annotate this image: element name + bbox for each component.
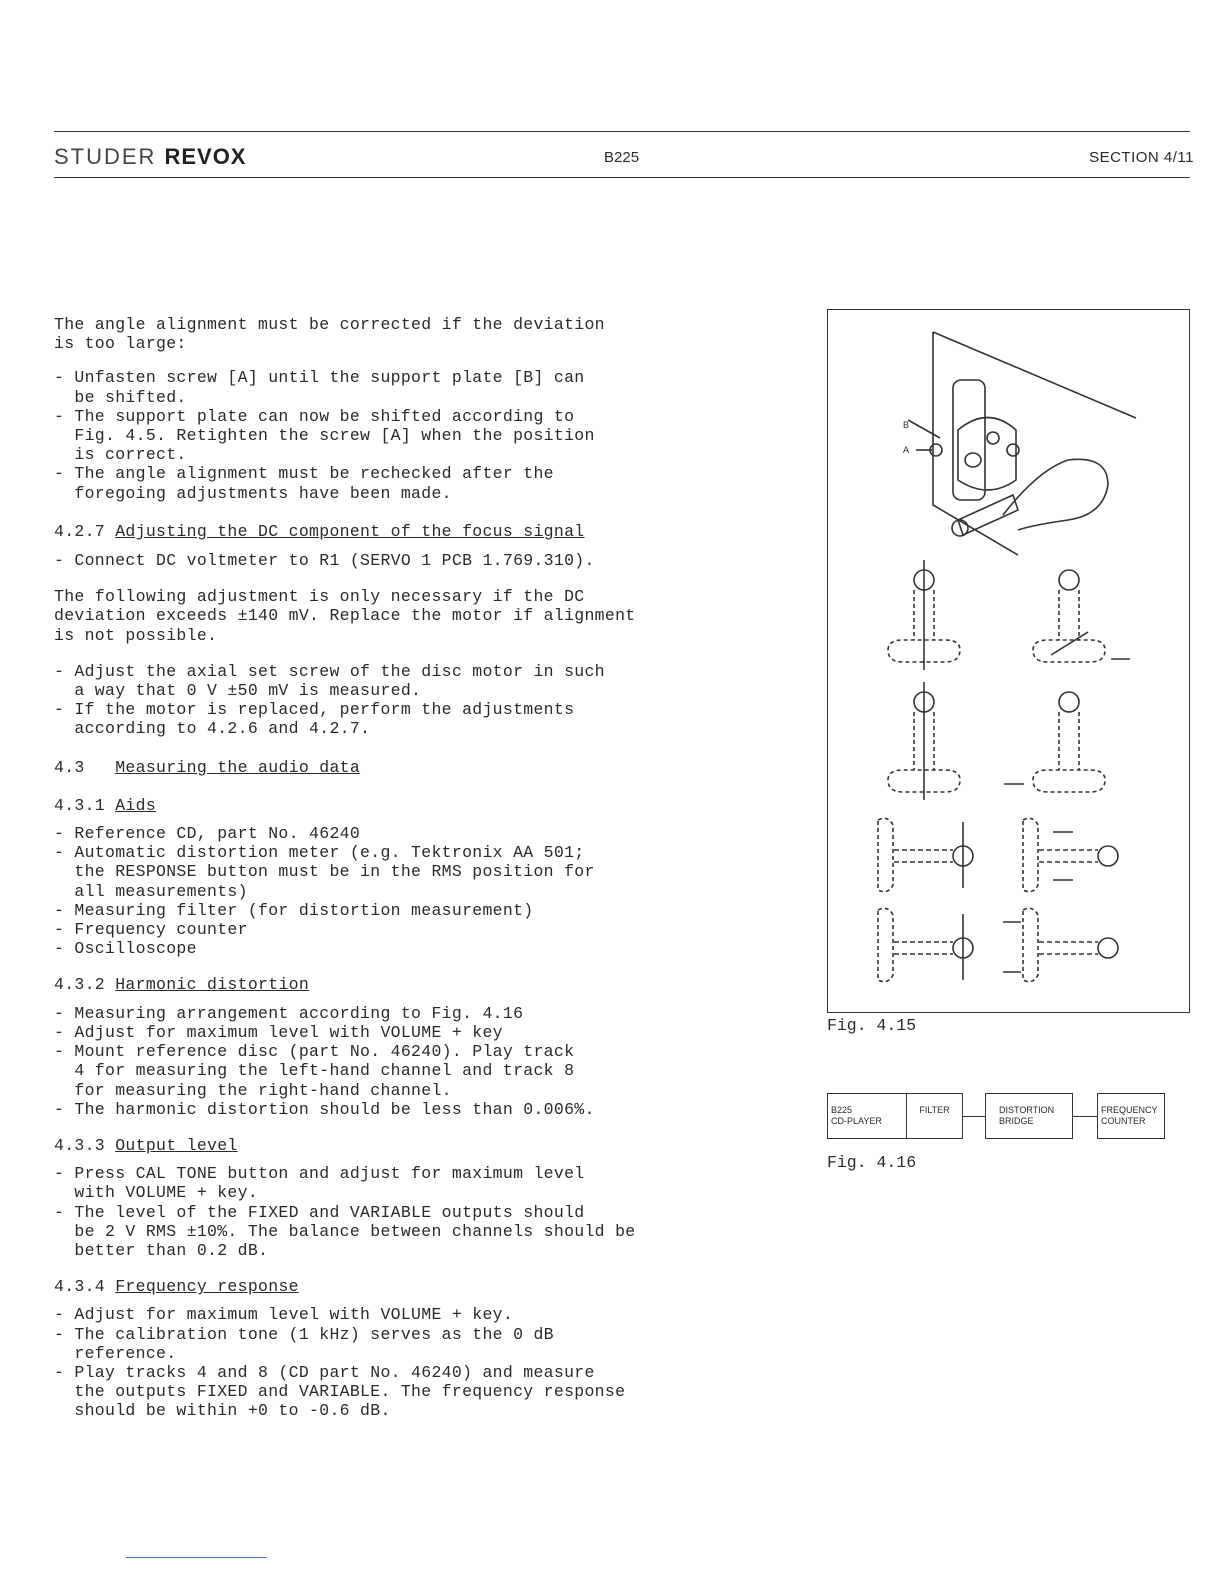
- heading-number: 4.3.3: [54, 1135, 116, 1155]
- wire-2: [963, 1116, 985, 1117]
- para-dc-deviation: [54, 587, 734, 645]
- list-item: - Measuring arrangement according to Fig. 4.16: [54, 1003, 524, 1023]
- list-item: - Connect DC voltmeter to R1 (SERVO 1 PCB 1.769.310).: [54, 551, 595, 571]
- model-number: B225: [604, 149, 640, 166]
- footer-rule: [126, 1557, 267, 1558]
- list-item: reference.: [54, 1343, 177, 1363]
- brand-revox: REVOX: [164, 144, 247, 169]
- diagram-row-2: [888, 682, 1105, 800]
- list-item: should be within +0 to -0.6 dB.: [54, 1401, 391, 1421]
- heading-4-3: [54, 758, 734, 777]
- list-item: foregoing adjustments have been made.: [54, 483, 452, 503]
- list-item: for measuring the right-hand channel.: [54, 1080, 452, 1100]
- heading-number: 4.3.4: [54, 1277, 116, 1297]
- list-item: - The angle alignment must be rechecked after the: [54, 464, 554, 484]
- heading-title: Measuring the audio data: [115, 757, 361, 777]
- list-item: better than 0.2 dB.: [54, 1240, 269, 1260]
- hand-outline: [1003, 459, 1108, 530]
- screw-b-head: [987, 432, 999, 444]
- list-item: is correct.: [54, 445, 187, 465]
- heading-title: Output level: [115, 1135, 238, 1155]
- text-line: The following adjustment is only necessary if the DC: [54, 587, 585, 607]
- heading-number: 4.3.1: [54, 795, 116, 815]
- heading-4-3-2: [54, 975, 734, 994]
- list-item: - The calibration tone (1 kHz) serves as the 0 dB: [54, 1324, 554, 1344]
- figure-4-15-drawing: [828, 310, 1189, 1012]
- list-item: the outputs FIXED and VARIABLE. The frequency response: [54, 1382, 626, 1402]
- list-item: - Measuring filter (for distortion measurement): [54, 900, 534, 920]
- diagram-row-3: [878, 818, 1118, 891]
- heading-title: Adjusting the DC component of the focus signal: [115, 521, 585, 541]
- list-item: be shifted.: [54, 387, 187, 407]
- list-item: - Automatic distortion meter (e.g. Tektronix AA 501;: [54, 843, 585, 863]
- list-item: - The harmonic distortion should be less than 0.006%.: [54, 1099, 595, 1119]
- text-line: The angle alignment must be corrected if the deviation: [54, 315, 605, 334]
- list-harmonic: [54, 1004, 734, 1119]
- heading-number: 4.2.7: [54, 521, 116, 541]
- heading-title: Aids: [115, 795, 157, 815]
- block-cd-player: B225 CD-PLAYER: [827, 1093, 907, 1139]
- text-line: is not possible.: [54, 625, 218, 645]
- list-output-level: [54, 1164, 734, 1260]
- section-number: SECTION 4/11: [1089, 149, 1194, 166]
- heading-title: Frequency response: [115, 1277, 299, 1297]
- list-item: 4 for measuring the left-hand channel and track 8: [54, 1061, 575, 1081]
- plate-outline: [933, 332, 1018, 555]
- heading-4-2-7: [54, 522, 734, 541]
- para-angle-alignment: [54, 315, 734, 353]
- list-item: - Adjust for maximum level with VOLUME + key: [54, 1022, 503, 1042]
- body-text: [54, 315, 734, 1421]
- heading-4-3-1: [54, 796, 734, 815]
- header-rule-top: [54, 131, 1190, 132]
- list-item: - If the motor is replaced, perform the adjustments: [54, 700, 575, 720]
- brand-studer: STUDER: [54, 144, 157, 169]
- heading-title: Harmonic distortion: [115, 975, 310, 995]
- list-item: - Play tracks 4 and 8 (CD part No. 46240) and measure: [54, 1362, 595, 1382]
- brand-logo: [54, 144, 246, 170]
- header-rule-bottom: [54, 177, 1190, 178]
- list-item: be 2 V RMS ±10%. The balance between channels should be: [54, 1221, 636, 1241]
- heading-4-3-3: [54, 1136, 734, 1155]
- list-item: - The support plate can now be shifted according to: [54, 406, 575, 426]
- wire-3: [1073, 1116, 1097, 1117]
- diagram-row-1: [888, 560, 1130, 670]
- caption-fig-4-16: Fig. 4.16: [827, 1153, 917, 1172]
- list-item: a way that 0 V ±50 mV is measured.: [54, 681, 422, 701]
- text-line: is too large:: [54, 334, 187, 354]
- list-item: - Adjust for maximum level with VOLUME + key.: [54, 1305, 514, 1325]
- list-item: - Mount reference disc (part No. 46240). Play track: [54, 1042, 575, 1062]
- list-item: with VOLUME + key.: [54, 1183, 259, 1203]
- list-item: - Adjust the axial set screw of the disc motor in such: [54, 661, 605, 681]
- block-frequency-counter: FREQUENCY COUNTER: [1097, 1093, 1165, 1139]
- list-item: - The level of the FIXED and VARIABLE outputs should: [54, 1202, 585, 1222]
- heading-number: 4.3: [54, 757, 116, 777]
- list-item: - Frequency counter: [54, 920, 248, 940]
- list-frequency: [54, 1305, 734, 1420]
- heading-number: 4.3.2: [54, 975, 116, 995]
- rod: [958, 495, 1018, 535]
- block-filter: FILTER: [906, 1093, 963, 1139]
- list-item: - Unfasten screw [A] until the support plate [B] can: [54, 368, 585, 388]
- figure-4-15: [827, 309, 1190, 1013]
- diagram-row-4: [878, 908, 1118, 981]
- list-item: the RESPONSE button must be in the RMS position for: [54, 862, 595, 882]
- block-distortion-bridge: DISTORTION BRIDGE: [985, 1093, 1073, 1139]
- list-item: - Reference CD, part No. 46240: [54, 824, 361, 844]
- list-item: - Oscilloscope: [54, 939, 197, 959]
- screw-a-head: [965, 453, 981, 467]
- mount-bracket: [958, 418, 1016, 491]
- text-line: deviation exceeds ±140 mV. Replace the motor if alignment: [54, 606, 636, 626]
- heading-4-3-4: [54, 1277, 734, 1296]
- list-item: - Press CAL TONE button and adjust for maximum level: [54, 1164, 585, 1184]
- list-aids: [54, 824, 734, 958]
- list-item: according to 4.2.6 and 4.2.7.: [54, 719, 371, 739]
- list-dc-steps: [54, 662, 734, 739]
- list-item: all measurements): [54, 881, 248, 901]
- screw-right: [1007, 444, 1019, 456]
- list-item: Fig. 4.5. Retighten the screw [A] when the position: [54, 426, 595, 446]
- label-b: B: [903, 420, 910, 430]
- label-a: A: [903, 445, 910, 455]
- caption-fig-4-15: Fig. 4.15: [827, 1016, 917, 1035]
- slanted-edge: [933, 332, 1136, 418]
- list-angle-steps: [54, 368, 734, 502]
